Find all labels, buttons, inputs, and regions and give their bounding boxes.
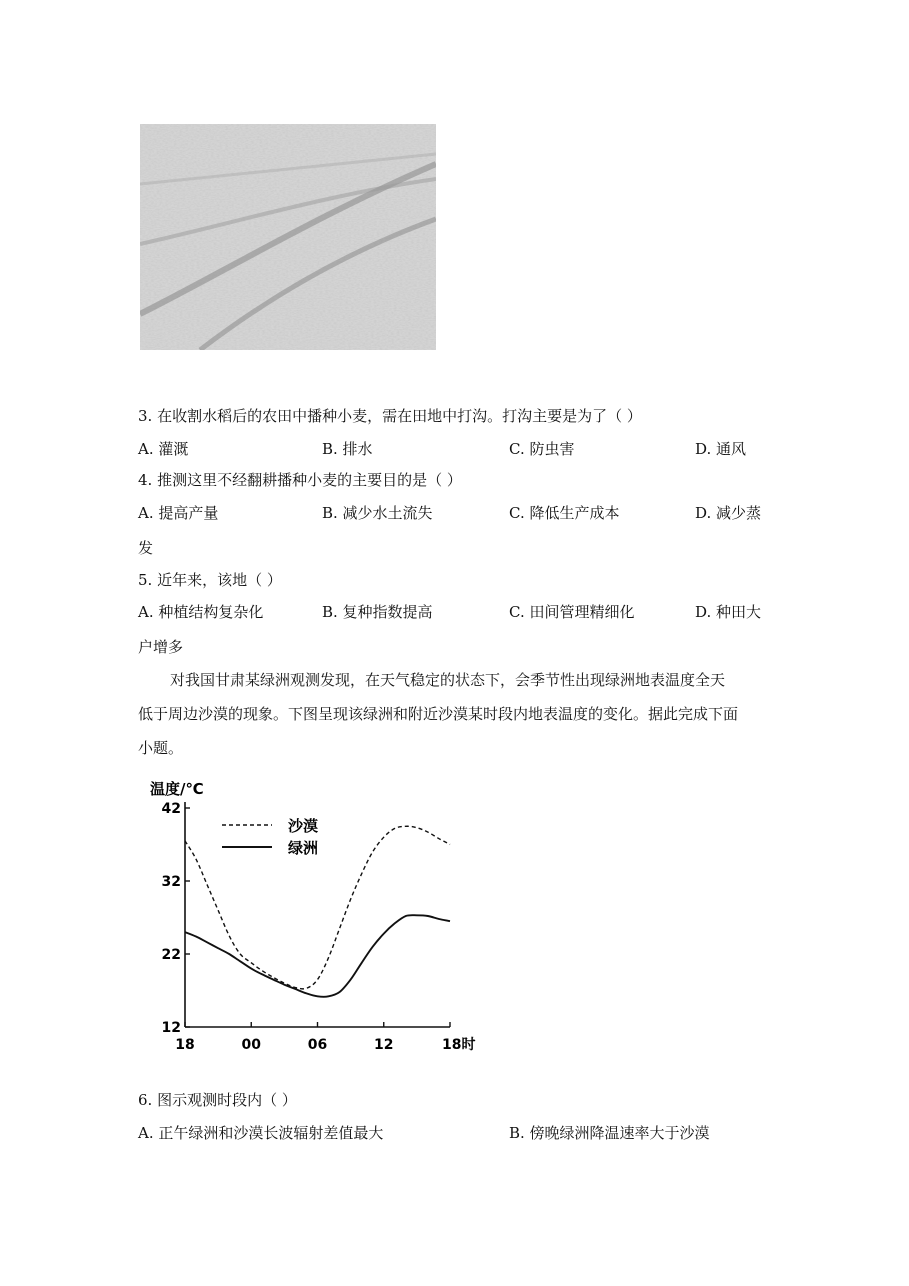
x-tick-label: 00 (241, 1037, 261, 1053)
y-tick-label: 42 (161, 801, 181, 817)
x-tick-label: 18 (175, 1037, 195, 1053)
temperature-chart (130, 770, 490, 1070)
y-tick-label: 12 (161, 1020, 181, 1036)
y-tick-label: 22 (161, 947, 181, 963)
q5-option-d-wrap: 户增多 (138, 638, 184, 656)
series-line-2 (185, 915, 450, 997)
field-photo (140, 124, 436, 350)
intro-line-1: 对我国甘肃某绿洲观测发现，在天气稳定的状态下，会季节性出现绿洲地表温度全天 (170, 671, 726, 689)
q3-option-a: A. 灌溉 (138, 440, 189, 458)
q5-option-a: A. 种植结构复杂化 (138, 603, 264, 621)
q4-option-d-wrap: 发 (138, 539, 154, 557)
q5-option-d: D. 种田大 (695, 603, 762, 621)
legend-label-2: 绿洲 (288, 839, 319, 857)
q5-option-c: C. 田间管理精细化 (509, 603, 635, 621)
x-tick-label: 18时 (442, 1037, 476, 1053)
x-tick-label: 12 (374, 1037, 394, 1053)
y-tick-label: 32 (161, 874, 181, 890)
q4-stem: 4. 推测这里不经翻耕播种小麦的主要目的是（ ） (138, 471, 462, 489)
q5-stem: 5. 近年来，该地（ ） (138, 571, 282, 589)
q6-stem: 6. 图示观测时段内（ ） (138, 1091, 297, 1109)
q4-option-c: C. 降低生产成本 (509, 504, 620, 522)
q3-option-c: C. 防虫害 (509, 440, 575, 458)
x-tick-label: 06 (307, 1037, 328, 1053)
legend-label-1: 沙漠 (288, 817, 319, 835)
intro-line-3: 小题。 (138, 739, 184, 757)
q6-option-a: A. 正午绿洲和沙漠长波辐射差值最大 (138, 1124, 384, 1142)
q3-option-b: B. 排水 (322, 440, 373, 458)
q3-option-d: D. 通风 (695, 440, 747, 458)
q4-option-a: A. 提高产量 (138, 504, 219, 522)
temperature-chart-svg (130, 770, 490, 1070)
q3-stem: 3. 在收割水稻后的农田中播种小麦，需在田地中打沟。打沟主要是为了（ ） (138, 407, 642, 425)
intro-line-2: 低于周边沙漠的现象。下图呈现该绿洲和附近沙漠某时段内地表温度的变化。据此完成下面 (138, 705, 739, 723)
q4-option-d: D. 减少蒸 (695, 504, 762, 522)
y-axis-label: 温度/℃ (150, 780, 204, 798)
q5-option-b: B. 复种指数提高 (322, 603, 433, 621)
q4-option-b: B. 减少水土流失 (322, 504, 433, 522)
q6-option-b: B. 傍晚绿洲降温速率大于沙漠 (509, 1124, 710, 1142)
